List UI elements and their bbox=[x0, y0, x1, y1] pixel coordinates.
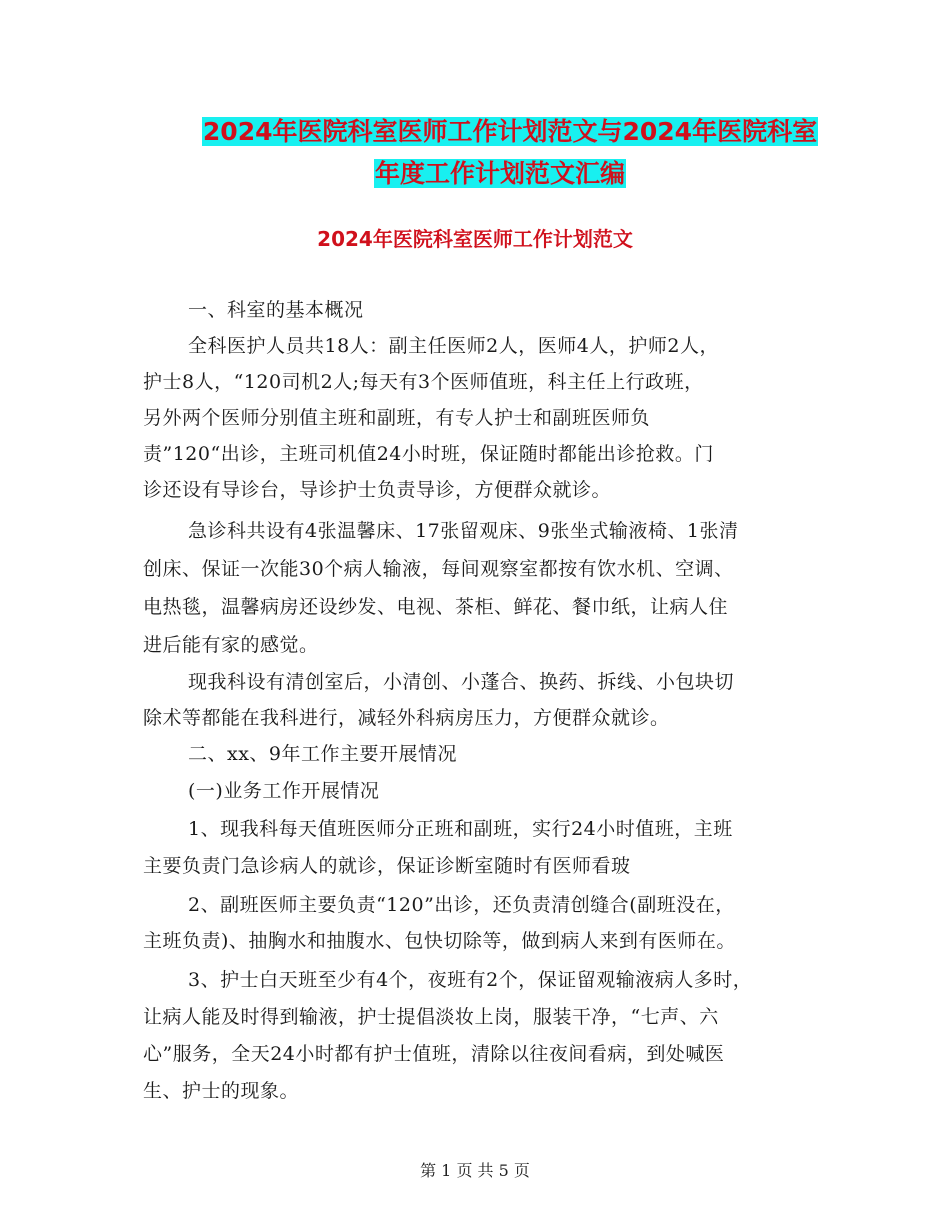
paragraph-line: 主要负责门急诊病人的就诊，保证诊断室随时有医师看玻 bbox=[143, 855, 631, 877]
paragraph-line: (一)业务工作开展情况 bbox=[188, 780, 380, 802]
paragraph-line: 除术等都能在我科进行，减轻外科病房压力，方便群众就诊。 bbox=[143, 707, 670, 729]
paragraph-line: 主班负责)、抽胸水和抽腹水、包快切除等，做到病人来到有医师在。 bbox=[143, 930, 736, 952]
paragraph-line: 3、护士白天班至少有4个，夜班有2个，保证留观输液病人多时， bbox=[188, 969, 753, 991]
paragraph-line: 二、xx、9年工作主要开展情况 bbox=[188, 743, 458, 765]
paragraph-line: 责”120“出诊，主班司机值24小时班，保证随时都能出诊抢救。门 bbox=[143, 443, 714, 465]
paragraph-line: 电热毯，温馨病房还设纱发、电视、茶柜、鲜花、餐巾纸，让病人住 bbox=[143, 596, 729, 618]
paragraph-line: 进后能有家的感觉。 bbox=[143, 634, 319, 656]
page-footer: 第 1 页 共 5 页 bbox=[420, 1161, 530, 1180]
paragraph-line: 生、护士的现象。 bbox=[143, 1080, 300, 1102]
paragraph-line: 全科医护人员共18人：副主任医师2人，医师4人，护师2人， bbox=[188, 335, 719, 357]
paragraph-line: 另外两个医师分别值主班和副班，有专人护士和副班医师负 bbox=[143, 407, 651, 429]
paragraph-line: 1、现我科每天值班医师分正班和副班，实行24小时值班，主班 bbox=[188, 818, 733, 840]
paragraph-line: 心”服务，全天24小时都有护士值班，清除以往夜间看病，到处喊医 bbox=[143, 1043, 725, 1065]
paragraph-line: 诊还设有导诊台，导诊护士负责导诊，方便群众就诊。 bbox=[143, 479, 612, 501]
paragraph-line: 2、副班医师主要负责“120”出诊，还负责清创缝合(副班没在， bbox=[188, 894, 735, 916]
paragraph-line: 一、科室的基本概况 bbox=[188, 299, 364, 321]
paragraph-line: 现我科设有清创室后，小清创、小蓬合、换药、拆线、小包块切 bbox=[188, 671, 735, 693]
paragraph-line: 急诊科共设有4张温馨床、17张留观床、9张坐式输液椅、1张清 bbox=[188, 520, 739, 542]
paragraph-line: 创床、保证一次能30个病人输液，每间观察室都按有饮水机、空调、 bbox=[143, 558, 734, 580]
document-title-line-1: 2024年医院科室医师工作计划范文与2024年医院科室 bbox=[202, 117, 818, 146]
paragraph-line: 护士8人，“120司机2人;每天有3个医师值班，科主任上行政班， bbox=[143, 371, 704, 393]
document-title-line-2: 年度工作计划范文汇编 bbox=[374, 159, 625, 188]
paragraph-line: 让病人能及时得到输液，护士提倡淡妆上岗，服装干净，“七声、六 bbox=[143, 1006, 719, 1028]
section-title: 2024年医院科室医师工作计划范文 bbox=[317, 227, 633, 251]
